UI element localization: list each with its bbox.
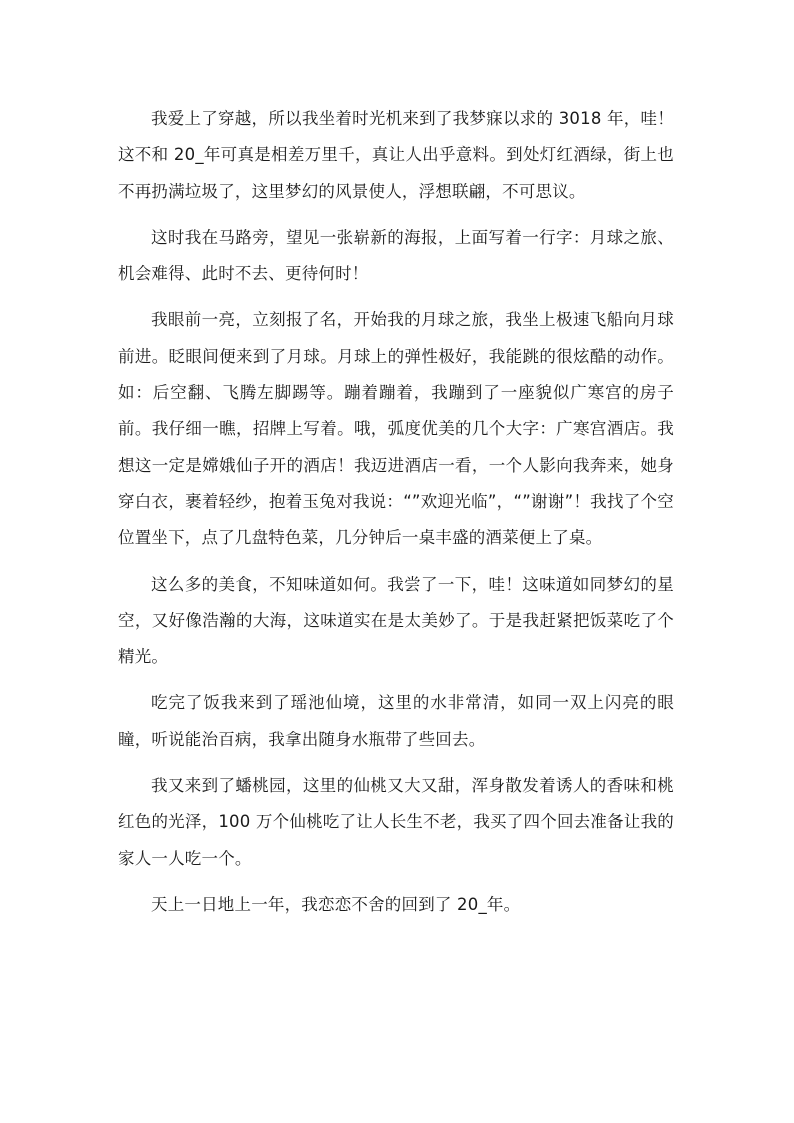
paragraph-1: 我爱上了穿越，所以我坐着时光机来到了我梦寐以求的 3018 年，哇！这不和 20_年可真是相差万里千，真让人出乎意料。到处灯红酒绿，街上也不再扔满垃圾了，这里梦幻的风景使人，浮想联翩，不可思议。 <box>118 109 674 201</box>
paragraph-2: 这时我在马路旁，望见一张崭新的海报，上面写着一行字：月球之旅、机会难得、此时不去、更待何时！ <box>118 227 674 284</box>
essay-body <box>118 101 674 923</box>
paragraph-4: 这么多的美食，不知味道如何。我尝了一下，哇！这味道如同梦幻的星空，又好像浩瀚的大海，这味道实在是太美妙了。于是我赶紧把饭菜吃了个精光。 <box>118 574 674 667</box>
paragraph-7: 天上一日地上一年，我恋恋不舍的回到了 20_年。 <box>151 894 521 914</box>
paragraph-6: 我又来到了蟠桃园，这里的仙桃又大又甜，浑身散发着诱人的香味和桃红色的光泽，100 万个仙桃吃了让人长生不老，我买了四个回去准备让我的家人一人吃一个。 <box>118 776 674 868</box>
paragraph-5: 吃完了饭我来到了瑶池仙境，这里的水非常清，如同一双上闪亮的眼瞳，听说能治百病，我拿出随身水瓶带了些回去。 <box>118 693 674 749</box>
paragraph-3: 我眼前一亮，立刻报了名，开始我的月球之旅，我坐上极速飞船向月球前进。眨眼间便来到了月球。月球上的弹性极好，我能跳的很炫酷的动作。如：后空翻、飞腾左脚踢等。蹦着蹦着，我蹦到了一座貌似广寒宫的房子前。我仔细一瞧，招牌上写着。哦，弧度优美的几个大字：广寒宫酒店。我想这一定是嫦娥仙子开的酒店！我迈进酒店一看，一个人影向我奔来，她身穿白衣，裹着轻纱，抱着玉兔对我说：“”欢迎光临”，“”谢谢”！我找了个空位置坐下，点了几盘特色菜，几分钟后一桌丰盛的酒菜便上了桌。 <box>118 310 674 548</box>
